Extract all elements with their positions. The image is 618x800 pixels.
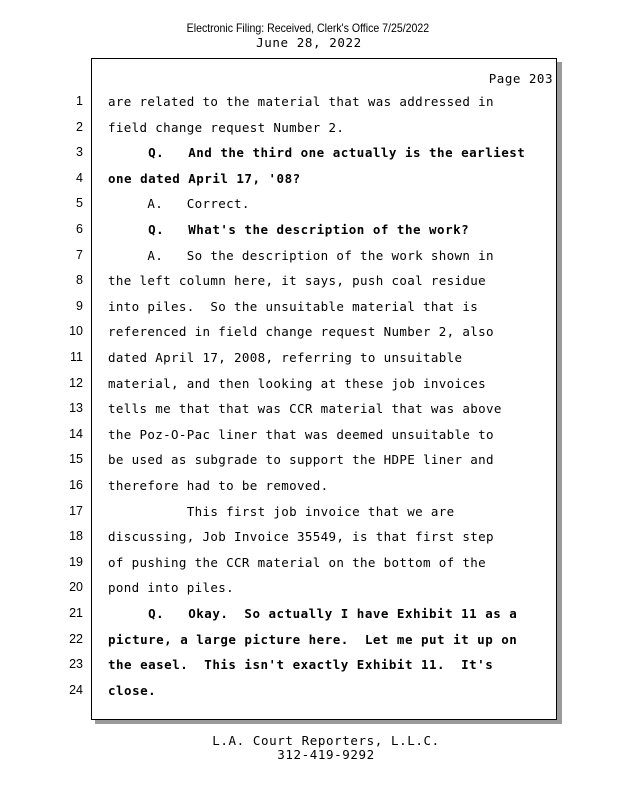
- line-text: close.: [108, 682, 157, 698]
- line-text: the left column here, it says, push coal residue: [108, 273, 487, 289]
- transcript-line: [0, 94, 560, 114]
- line-number: 19: [69, 554, 83, 569]
- transcript-line: [0, 401, 560, 421]
- line-number: 6: [76, 222, 83, 236]
- transcript-line: [0, 504, 560, 524]
- transcript-line: [0, 683, 560, 703]
- transcript-line: [0, 555, 560, 575]
- transcript-line: [0, 120, 560, 140]
- line-number: 24: [69, 682, 83, 697]
- transcript-line: [0, 273, 560, 293]
- line-number: 21: [69, 606, 83, 620]
- line-number: 14: [69, 426, 83, 441]
- line-text: picture, a large picture here. Let me put it up on: [108, 631, 518, 647]
- transcript-line: [0, 529, 560, 549]
- line-number: 15: [69, 452, 83, 467]
- line-number: 9: [76, 298, 83, 313]
- line-number: 5: [76, 196, 83, 211]
- line-text: A. Correct.: [108, 196, 250, 212]
- line-text: A. So the description of the work shown in: [108, 247, 494, 263]
- line-text: therefore had to be removed.: [108, 478, 329, 493]
- line-text: one dated April 17, '08?: [108, 170, 301, 186]
- line-text: the Poz-O-Pac liner that was deemed unsuitable to: [108, 426, 494, 442]
- filing-stamp: Electronic Filing: Received, Clerk's Office 7/25/2022: [186, 21, 430, 35]
- reporter-company: L.A. Court Reporters, L.L.C.: [212, 733, 440, 748]
- line-number: 18: [69, 529, 83, 544]
- line-text: referenced in field change request Number 2, also: [108, 324, 494, 340]
- page-number: Page 203: [488, 71, 553, 86]
- line-text: discussing, Job Invoice 35549, is that first step: [108, 529, 494, 545]
- transcript-line: [0, 171, 560, 191]
- transcript-line: [0, 606, 560, 626]
- line-number: 7: [76, 247, 83, 262]
- transcript-line: [0, 580, 560, 600]
- line-number: 10: [69, 324, 83, 339]
- reporter-phone: 312-419-9292: [277, 747, 375, 762]
- transcript-line: [0, 222, 560, 242]
- line-text: of pushing the CCR material on the bottom of the: [108, 554, 487, 570]
- transcript-line: [0, 478, 560, 498]
- transcript-line: [0, 376, 560, 396]
- transcript-line: [0, 324, 560, 344]
- line-text: into piles. So the unsuitable material that is: [108, 298, 479, 314]
- transcript-line: [0, 248, 560, 268]
- line-text: field change request Number 2.: [108, 119, 345, 135]
- line-text: Q. What's the description of the work?: [108, 222, 470, 237]
- transcript-line: [0, 427, 560, 447]
- line-number: 22: [69, 631, 83, 646]
- line-number: 23: [69, 657, 83, 672]
- line-number: 2: [76, 119, 83, 134]
- line-text: material, and then looking at these job invoices: [108, 375, 487, 391]
- line-text: be used as subgrade to support the HDPE liner and: [108, 452, 494, 468]
- line-number: 17: [69, 503, 83, 518]
- line-text: tells me that that was CCR material that was above: [108, 401, 502, 417]
- line-text: Q. And the third one actually is the earliest: [108, 145, 526, 161]
- line-number: 20: [69, 580, 83, 595]
- line-number: 12: [69, 375, 83, 390]
- deposition-date: June 28, 2022: [256, 35, 362, 50]
- transcript-line: [0, 299, 560, 319]
- transcript-line: [0, 196, 560, 216]
- line-text: the easel. This isn't exactly Exhibit 11. It's: [108, 657, 494, 673]
- transcript-line: [0, 452, 560, 472]
- line-number: 8: [76, 273, 83, 288]
- line-text: dated April 17, 2008, referring to unsuitable: [108, 350, 463, 365]
- line-number: 13: [69, 401, 83, 416]
- line-text: This first job invoice that we are: [108, 503, 455, 519]
- transcript-line: [0, 145, 560, 165]
- line-text: are related to the material that was addressed in: [108, 94, 494, 109]
- line-number: 4: [76, 170, 83, 185]
- line-number: 11: [70, 350, 83, 364]
- line-text: pond into piles.: [108, 580, 235, 596]
- line-number: 16: [69, 478, 83, 492]
- line-number: 1: [76, 94, 83, 108]
- transcript-line: [0, 632, 560, 652]
- transcript-line: [0, 350, 560, 370]
- line-text: Q. Okay. So actually I have Exhibit 11 as a: [108, 606, 518, 621]
- transcript-line: [0, 657, 560, 677]
- line-number: 3: [76, 145, 83, 160]
